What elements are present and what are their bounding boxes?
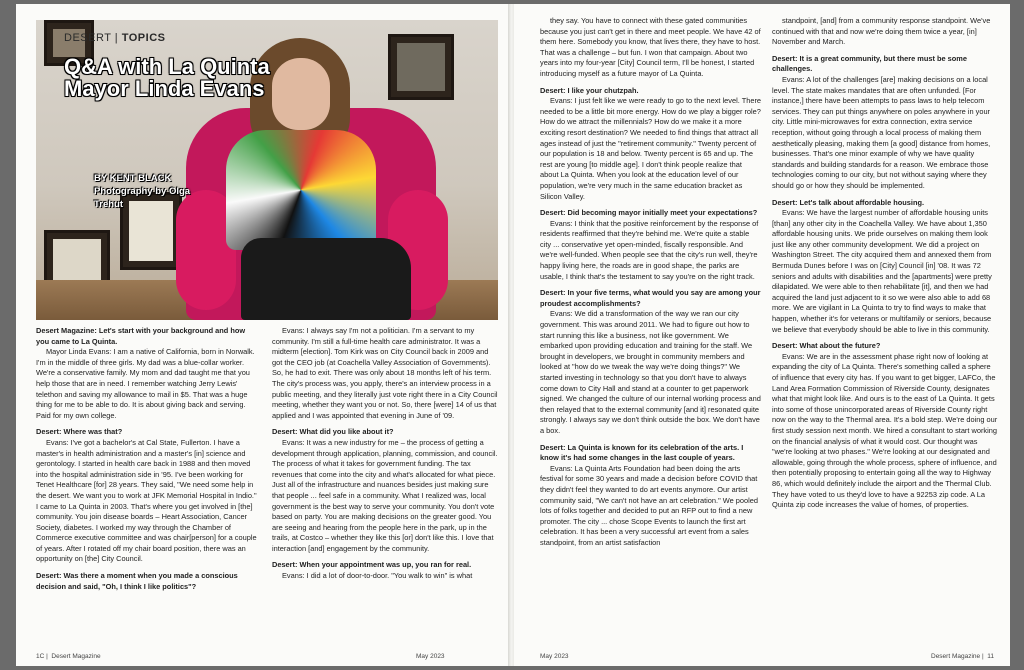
photo-credit: Photography by Olga Trehut <box>94 186 191 210</box>
portrait-photo <box>36 20 498 320</box>
interview-answer: Evans: I did a lot of door-to-door. "You walk to win" is what <box>282 571 473 581</box>
section-kicker: DESERT | TOPICS <box>64 32 166 44</box>
interview-answer: Evans: We did a transformation of the way we ran our city government. This was around 2011. We had to figure out how to start running this like a business, not like government. We embarked upon providing education and training for the staff. We brought in developers, we brought in community members and looked at "how do we tweak the way we're doing things?" We started investing in technology so that you don't have to always come down to City Hall and stand at a counter to get paperwork signed. We changed the culture of our internal working process and then relayed that to the external community [and it] resonated quite strongly. I always say we don't think outside the box. We don't have a box. <box>540 309 761 435</box>
interview-question: Desert: Was there a moment when you made a conscious decision and said, "Oh, I think I like politics"? <box>36 571 238 591</box>
interview-question: Desert: In your five terms, what would you say are among your proudest accomplishments? <box>540 288 761 308</box>
text-column-4 <box>772 16 998 511</box>
author-credit: BY KENT BLACK <box>94 173 172 184</box>
interview-question: Desert Magazine: Let's start with your background and how you came to La Quinta. <box>36 326 246 346</box>
interview-answer: Evans: I always say I'm not a politician. I'm a servant to my community. I'm still a full-time health care administrator. It was a midterm [election]. Tom Kirk was on City Council back in 2009 and got the CEO job (at Coachella Valley Association of Governments). So, he had to exit. There was only about 18 months left of his term. The city's process was, you apply, there's an interview process in a public meeting, and they literally just vote right there in a City Council meeting, whether they want you or not. So, there [were] 14 of us that applied and I was appointed that evening in June of '09. <box>272 326 498 420</box>
interview-answer: they say. You have to connect with these gated communities because you just can't get in there and meet people. We have 42 of them here. Somebody you know, that lives there, they have to host. That was a challenge – but fun. I won that campaign. About two years into my four-year [City] Council term, I'll be honest, I started introducing myself as a future mayor of La Quinta. <box>540 16 761 78</box>
interview-answer: Evans: La Quinta Arts Foundation had been doing the arts festival for some 30 years and made a decision before COVID that they didn't feel they wanted to do art events anymore. Our artist community said, "We can't not have an art celebration." We pooled lots of folks together and decided to put an RFP out to find a new promoter. The city ... chose Scope Events to launch the first art celebration. It has been a very successful art event from a sales standpoint, from an artist satisfaction <box>540 463 758 547</box>
right-page <box>514 4 1010 666</box>
interview-answer: standpoint, [and] from a community response standpoint. We've continued with that and now we're doing them twice a year, [in] November and March. <box>772 16 991 47</box>
interview-question: Desert: What did you like about it? <box>272 427 394 437</box>
magazine-name: Desert Magazine <box>931 653 981 660</box>
page-number: 11 <box>987 653 994 660</box>
interview-answer: Mayor Linda Evans: I am a native of California, born in Norwalk. I'm in the middle of three girls. My dad was a blue-collar worker. We're a conservative family. My mom and dad taught me that you help those that are in need. I remember watching Jerry Lewis' telethon and saving my allowance to mail in $5. That was a huge thing for me to be able to do. It is about giving back and serving. Paid for my own college. <box>36 347 255 420</box>
interview-answer: Evans: I think that the positive reinforcement by the response of residents reaffirmed that they're behind me. We're quite a stable city ... conservative yet open-minded, fiscally responsible. And we're well-funded. When people see that the city's run well, they're happy living here, the roads are in good shape, the parks are usable, I think that's the testament to say you're on the right track. <box>540 218 759 281</box>
interview-question: Desert: Where was that? <box>36 427 123 437</box>
interview-question: Desert: When your appointment was up, you ran for real. <box>272 560 472 570</box>
left-page-footer: 1C | Desert Magazine <box>36 653 101 660</box>
interview-answer: Evans: We have the largest number of affordable housing units [than] any other city in the Coachella Valley. We have about 1,350 affordable housing units. We pride ourselves on making them look just like any other community development. We did a project on Washington Street. The city acquired them and annexed them from Bermuda Dunes before I was on [City] Council [in] '08. It was 72 seniors and adults with disabilities and the [apartments] were pretty dilapidated. We were able to then rehabilitate [it], and then we had acquired the land just adjacent to it so we were also able to add 68 more. We are vigilant in La Quinta to try to find ways to make that happen, whether it's for veterans or multifamily or seniors, because we believe that everybody should be able to live in this community. <box>772 208 992 334</box>
footer-date: May 2023 <box>416 653 445 660</box>
interview-answer: Evans: It was a new industry for me – the process of getting a development through application, planning, commission, and council. The process of what it takes for government funding. The tax revenues that come into the city and what's allocated for what piece. Just all of the infrastructure and nuances besides just making sure that people ... feel safe in a community. What I realized was, local government is the best way to serve your community. You don't vote based on party. You are making decisions on the greater good. You are seeing and hearing from the people here in the park, up in the trails, at Costco – whether they like this [or] don't like this. I love that interaction [and] engagement by the community. <box>272 437 498 553</box>
article-headline: Q&A with La Quinta Mayor Linda Evans <box>64 54 270 101</box>
interview-answer: Evans: A lot of the challenges [are] making decisions on a local level. The state makes mandates that are often unfunded. [For instance,] there have been attempts to pass laws to help telecom services. They can put things anywhere on poles anywhere in your city. Little mini-microwaves for extra connection, extra service reception, without going through a local process of making them aesthetically pleasing, making them [a good] distance from homes, businesses. That's one minor example of why we have quality standards and building standards for a reason. We embrace those technologies coming to our city, but not without saying where they should go or how they should be implemented. <box>772 74 991 190</box>
person-blouse <box>226 130 376 250</box>
interview-answer: Evans: We are in the assessment phase right now of looking at expanding the city of La Quinta. There's something called a sphere of influence that every city has. If you want to get bigger, LAFCo, the Land Area Formation Commission of Riverside County, designates what that might look like. And ours is to the east of La Quinta. It gets into some of those unincorporated areas of Riverside County right now on the way to the Thermal area. It's a bold step. We're doing our first study session next month. We hired a consultant to start working on the financial analysis of what it would cost. Our thought was "we're looking at two phases." We're looking at our designated and allowable, going through the whole process, sphere of influence, and then potentially proposing to entertain going all the way to Highway 86, which would definitely include the airport and the Thermal Club. They have voted to us they'd love to have a 92253 zip code. A La Quinta zip code increases the value of homes, of properties. <box>772 351 998 510</box>
text-column-1 <box>36 326 260 592</box>
article-byline <box>94 172 204 211</box>
interview-question: Desert: Let's talk about affordable housing. <box>772 197 925 207</box>
interview-question: Desert: I like your chutzpah. <box>540 85 639 95</box>
right-page-footer: Desert Magazine | 11 <box>931 653 994 660</box>
page-number: 1C <box>36 653 45 660</box>
interview-question: Desert: Did becoming mayor initially meet your expectations? <box>540 208 758 218</box>
magazine-name: Desert Magazine <box>51 653 101 660</box>
person-pants <box>241 238 411 320</box>
wall-picture-frame <box>388 34 454 100</box>
left-page <box>16 4 510 666</box>
interview-answer: Evans: I just felt like we were ready to go to the next level. There needed to be a little bit more energy. How do we play a bigger role? How do we attract the millennials? How do we make it a more exciting resort destination? We needed to find things that attract all ages instead of just the "retirement community." Twenty percent of our population is 18 and below. Twenty percent is 65 and up. The rest are young [to middle age]. I don't think people realize that about La Quinta. When you look at the education level of our population, we're very much in the same education bracket as Silicon Valley. <box>540 96 762 201</box>
interview-question: Desert: What about the future? <box>772 341 881 351</box>
interview-question: Desert: It is a great community, but there must be some challenges. <box>772 53 967 74</box>
interview-question: Desert: La Quinta is known for its celebration of the arts. I know it's had some changes in the last couple of years. <box>540 442 744 463</box>
text-column-3 <box>540 16 762 549</box>
footer-date: May 2023 <box>540 653 569 660</box>
text-column-2 <box>272 326 500 582</box>
interview-answer: Evans: I've got a bachelor's at Cal State, Fullerton. I have a master's in health administration and a master's [in] science and gerontology. I started in health care back in 1988 and then moved into the hospital administration side in '95. I've been working for Tenet Healthcare [for] 28 years. They said, "We need some help in the desert. We want you to work at JFK Memorial Hospital in Indio." I came to La Quinta in 2003. That's where you get involved in [the] community. You join disease boards – Heart Association, Cancer Society, diabetes. I worked my way through the Chamber of Commerce executive committee and was chair[person] for a couple of years. After I rotated off my chair board position, there was an opportunity on [the] City Council. <box>36 437 257 564</box>
